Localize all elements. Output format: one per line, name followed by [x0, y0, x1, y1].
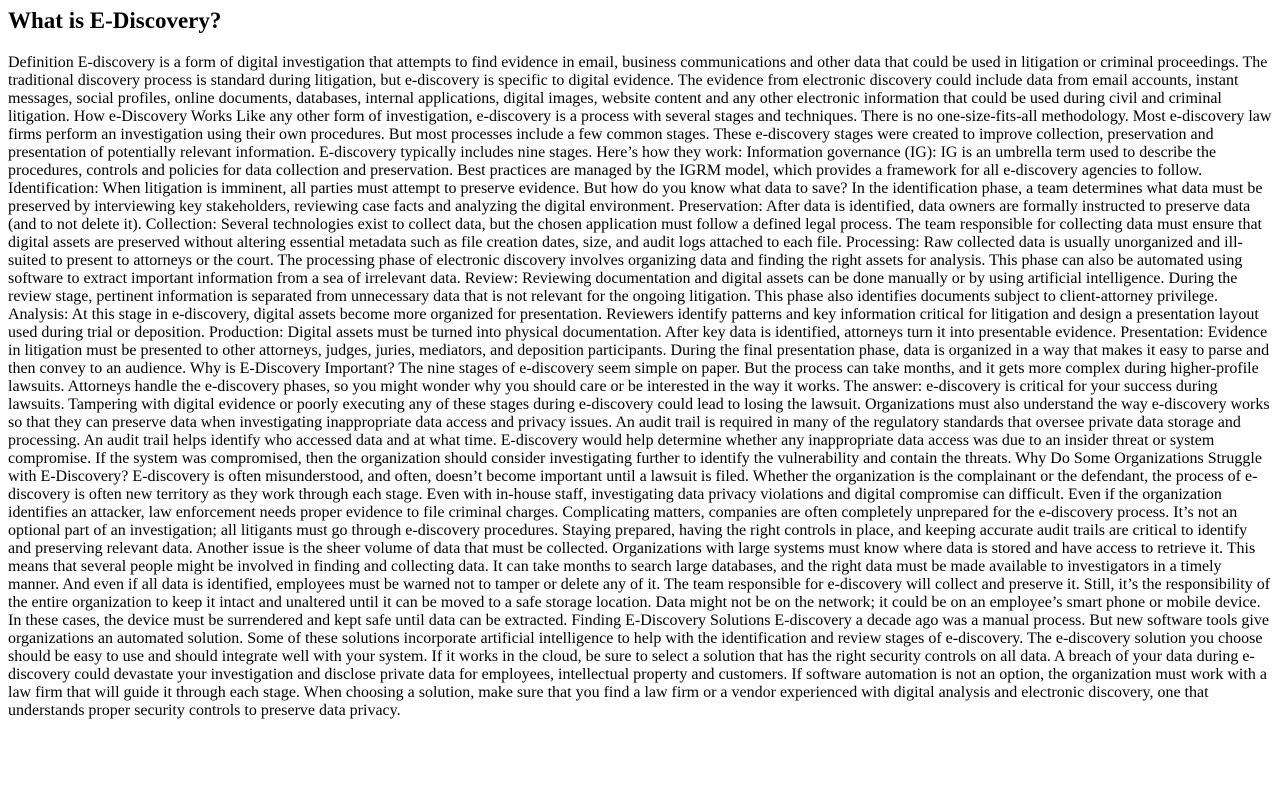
body-text: Definition E-discovery is a form of digital investigation that attempts to find evidence in email, business communications and other data that could be used in litigation or criminal proceedings. The traditional discovery process is standard during litigation, but e-discovery is specific to digital evidence. The evidence from electronic discovery could include data from email accounts, instant messages, social profiles, online documents, databases, internal applications, digital images, website content and any other electronic information that could be used during civil and criminal litigation. How e-Discovery Works Like any other form of investigation, e-discovery is a process with several stages and techniques. There is no one-size-fits-all methodology. Most e-discovery law firms perform an investigation using their own procedures. But most processes include a few common stages. These e-discovery stages were created to improve collection, preservation and presentation of potentially relevant information. E-discovery typically includes nine stages. Here’s how they work: Information governance (IG): IG is an umbrella term used to describe the procedures, controls and policies for data collection and preservation. Best practices are managed by the IGRM model, which provides a framework for all e-discovery agencies to follow. Identification: When litigation is imminent, all parties must attempt to preserve evidence. But how do you know what data to save? In the identification phase, a team determines what data must be preserved by interviewing key stakeholders, reviewing case facts and analyzing the digital environment. Preservation: After data is identified, data owners are formally instructed to preserve data (and to not delete it). Collection: Several technologies exist to collect data, but the chosen application must follow a defined legal process. The team responsible for collecting data must ensure that digital assets are preserved without altering essential metadata such as file creation dates, size, and audit logs attached to each file. Processing: Raw collected data is usually unorganized and ill-suited to present to attorneys or the court. The processing phase of electronic discovery involves organizing data and finding the right assets for analysis. This phase can also be automated using software to extract important information from a sea of irrelevant data. Review: Reviewing documentation and digital assets can be done manually or by using artificial intelligence. During the review stage, pertinent information is separated from unnecessary data that is not relevant for the ongoing litigation. This phase also identifies documents subject to client-attorney privilege. Analysis: At this stage in e-discovery, digital assets become more organized for presentation. Reviewers identify patterns and key information critical for litigation and design a presentation layout used during trial or deposition. Production: Digital assets must be turned into physical documentation. After key data is identified, attorneys turn it into presentable evidence. Presentation: Evidence in litigation must be presented to other attorneys, judges, juries, mediators, and deposition participants. During the final presentation phase, data is organized in a way that makes it easy to parse and then convey to an audience. Why is E-Discovery Important? The nine stages of e-discovery seem simple on paper. But the process can take months, and it gets more complex during higher-profile lawsuits. Attorneys handle the e-discovery phases, so you might wonder why you should care or be interested in the way it works. The answer: e-discovery is critical for your success during lawsuits. Tampering with digital evidence or poorly executing any of these stages during e-discovery could lead to losing the lawsuit. Organizations must also understand the way e-discovery works so that they can preserve data when investigating inappropriate data access and privacy issues. An audit trail is required in many of the regulatory standards that oversee private data storage and processing. An audit trail helps identify who accessed data and at what time. E-discovery would help determine whether any inappropriate data access was due to an insider threat or system compromise. If the system was compromised, then the organization should consider investigating further to identify the vulnerability and contain the threats. Why Do Some Organizations Struggle with E-Discovery? E-discovery is often misunderstood, and often, doesn’t become important until a lawsuit is filed. Whether the organization is the complainant or the defendant, the process of e-discovery is often new territory as they work through each stage. Even with in-house staff, investigating data privacy violations and digital compromise can difficult. Even if the organization identifies an attacker, law enforcement needs proper evidence to file criminal charges. Complicating matters, companies are often completely unprepared for the e-discovery process. It’s not an optional part of an investigation; all litigants must go through e-discovery procedures. Staying prepared, having the right controls in place, and keeping accurate audit trails are critical to identify and preserving relevant data. Another issue is the sheer volume of data that must be collected. Organizations with large systems must know where data is stored and have access to retrieve it. This means that several people might be involved in finding and collecting data. It can take months to search large databases, and the right data must be made available to investigators in a timely manner. And even if all data is identified, employees must be warned not to tamper or delete any of it. The team responsible for e-discovery will collect and preserve it. Still, it’s the responsibility of the entire organization to keep it intact and unaltered until it can be moved to a safe storage location. Data might not be on the network; it could be on an employee’s smart phone or mobile device. In these cases, the device must be surrendered and kept safe until data can be extracted. Finding E-Discovery Solutions E-discovery a decade ago was a manual process. But new software tools give organizations an automated solution. Some of these solutions incorporate artificial intelligence to help with the identification and review stages of e-discovery. The e-discovery solution you choose should be easy to use and should integrate well with your system. If it works in the cloud, be sure to select a solution that has the right security controls on all data. A breach of your data during e-discovery could devastate your investigation and disclose private data for employees, intellectual property and customers. If software automation is not an option, the organization must work with a law firm that will guide it through each stage. When choosing a solution, make sure that you find a law firm or a vendor experienced with digital analysis and electronic discovery, one that understands proper security controls to preserve data privacy. — [8, 54, 1272, 720]
page-title: What is E-Discovery? — [8, 8, 222, 33]
document-page — [8, 8, 1272, 720]
